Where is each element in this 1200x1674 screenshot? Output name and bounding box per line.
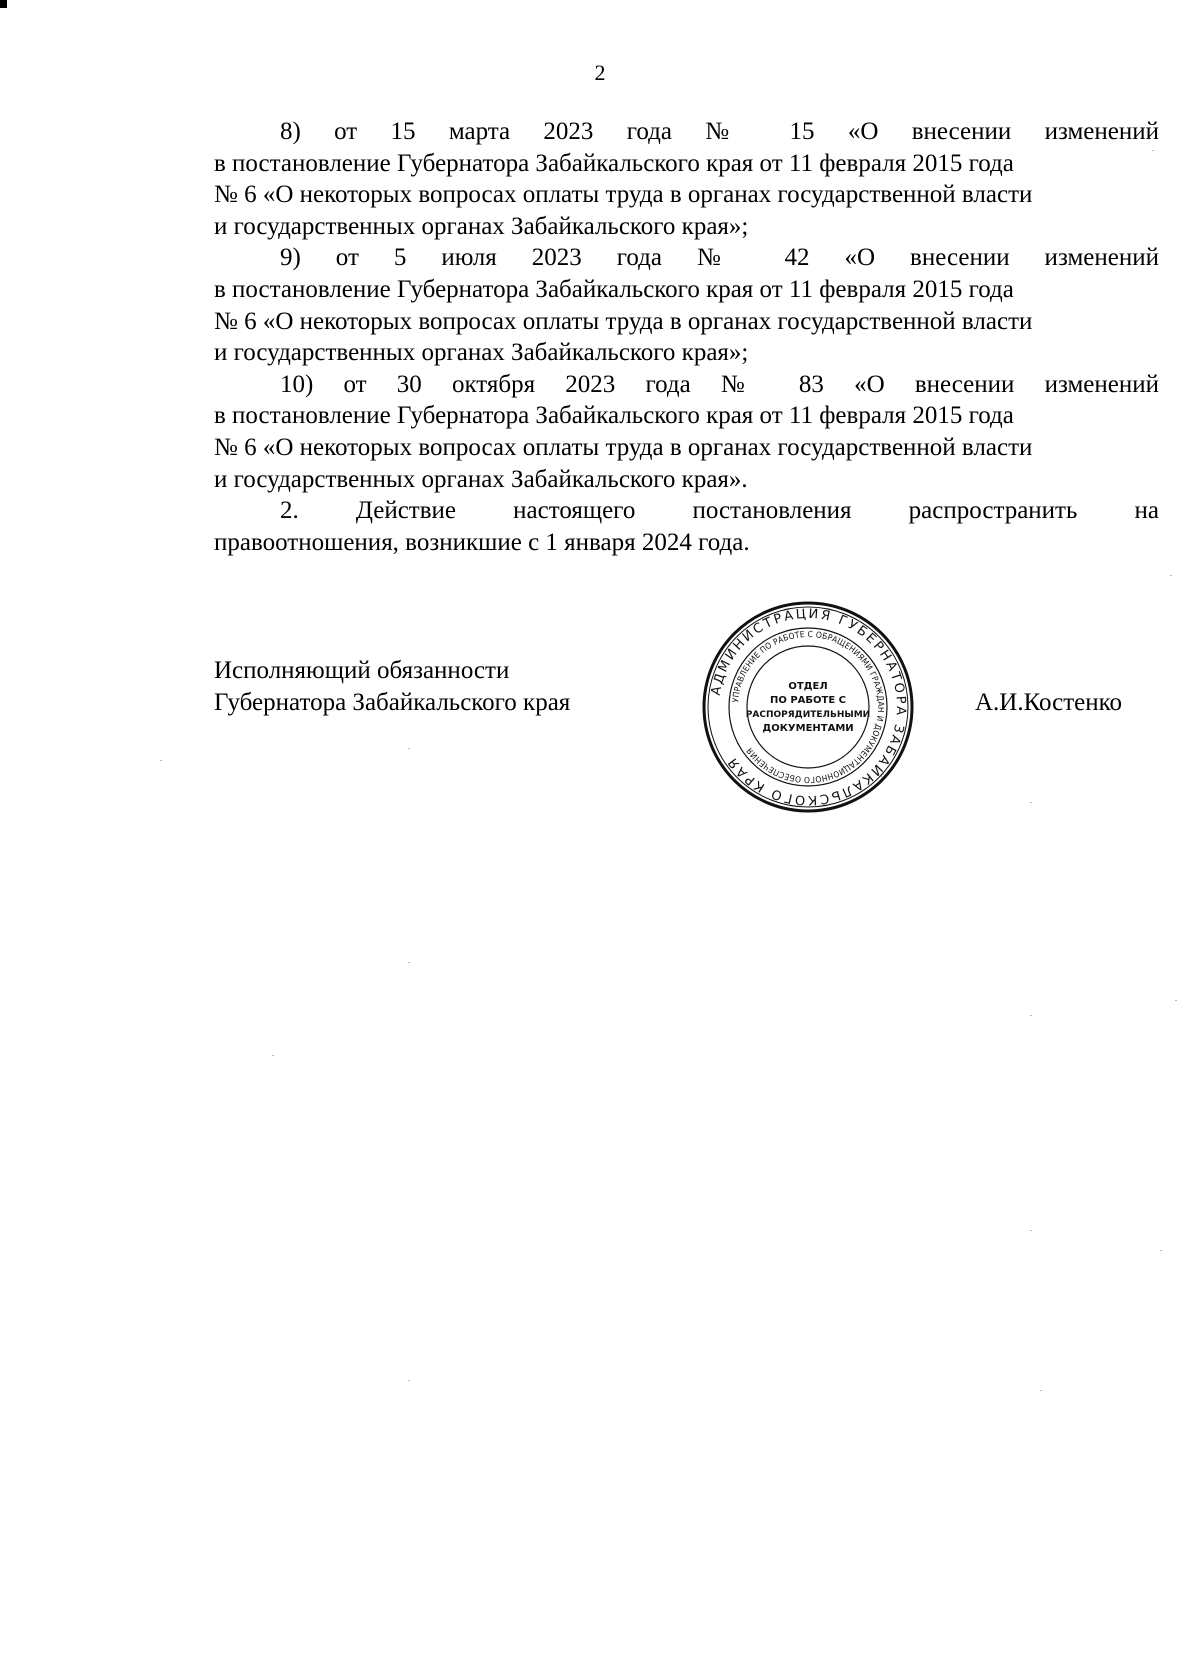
- svg-text:УПРАВЛЕНИЕ ПО РАБОТЕ С ОБРАЩЕН: [730, 629, 886, 785]
- scan-corner-mark: [0, 0, 7, 8]
- document-body: [214, 116, 1159, 558]
- list-item-8: [214, 116, 1159, 242]
- official-seal-stamp: [700, 599, 916, 815]
- signatory-name: А.И.Костенко: [975, 689, 1123, 716]
- scan-speck: [1030, 802, 1032, 803]
- scan-speck: [408, 1380, 410, 1381]
- scan-speck: [1160, 1250, 1162, 1251]
- page-number: 2: [594, 60, 606, 85]
- seal-inner-ring-text: УПРАВЛЕНИЕ ПО РАБОТЕ С ОБРАЩЕНИЯМИ ГРАЖДАН И ДОКУМЕНТАЦИОННОГО ОБЕСПЕЧЕНИЯ: [730, 628, 887, 786]
- text-line: в постановление Губернатора Забайкальского края от 11 февраля 2015 года: [214, 275, 1014, 303]
- seal-center-line: РАСПОРЯДИТЕЛЬНЫМИ: [745, 710, 871, 720]
- text-line: и государственных органах Забайкальского края».: [214, 465, 748, 493]
- scan-speck: [408, 962, 410, 963]
- scan-speck: [160, 760, 162, 761]
- scan-speck: [1152, 150, 1154, 151]
- scan-speck: [408, 748, 410, 749]
- text-line: 10) от 30 октября 2023 года № 83 «О внесении изменений: [280, 370, 1159, 398]
- clause-2: [214, 495, 1159, 558]
- text-line: и государственных органах Забайкальского края»;: [214, 212, 749, 240]
- seal-center-line: ДОКУМЕНТАМИ: [762, 723, 854, 734]
- text-line: № 6 «О некоторых вопросах оплаты труда в органах государственной власти: [214, 181, 1033, 209]
- seal-outer-text: АДМИНИСТРАЦИЯ ГУБЕРНАТОРА ЗАБАЙКАЛЬСКОГО КРАЯ: [708, 606, 909, 808]
- list-item-9: [214, 242, 1159, 368]
- scan-speck: [1040, 1390, 1042, 1391]
- scan-speck: [1175, 1000, 1177, 1001]
- text-line: 8) от 15 марта 2023 года № 15 «О внесении изменений: [280, 118, 1159, 145]
- scan-speck: [272, 1055, 274, 1056]
- seal-center-line: ОТДЕЛ: [788, 681, 828, 692]
- text-line: № 6 «О некоторых вопросах оплаты труда в органах государственной власти: [214, 307, 1033, 335]
- text-line: и государственных органах Забайкальского края»;: [214, 339, 749, 367]
- seal-center-line: ПО РАБОТЕ С: [769, 695, 847, 706]
- list-item-10: [214, 369, 1159, 495]
- position-line: Губернатора Забайкальского края: [214, 689, 571, 716]
- position-line: Исполняющий обязанности: [214, 657, 510, 684]
- text-line: № 6 «О некоторых вопросах оплаты труда в органах государственной власти: [214, 433, 1033, 461]
- scan-speck: [1170, 575, 1172, 576]
- text-line: в постановление Губернатора Забайкальского края от 11 февраля 2015 года: [214, 149, 1014, 177]
- scan-speck: [1030, 1015, 1032, 1016]
- scan-speck: [1030, 1230, 1032, 1231]
- text-line: 9) от 5 июля 2023 года № 42 «О внесении изменений: [280, 244, 1159, 272]
- signatory-position: [214, 655, 570, 719]
- text-line: 2. Действие настоящего постановления распространить на: [280, 497, 1159, 525]
- text-line: правоотношения, возникшие с 1 января 2024 года.: [214, 528, 750, 556]
- text-line: в постановление Губернатора Забайкальского края от 11 февраля 2015 года: [214, 402, 1014, 430]
